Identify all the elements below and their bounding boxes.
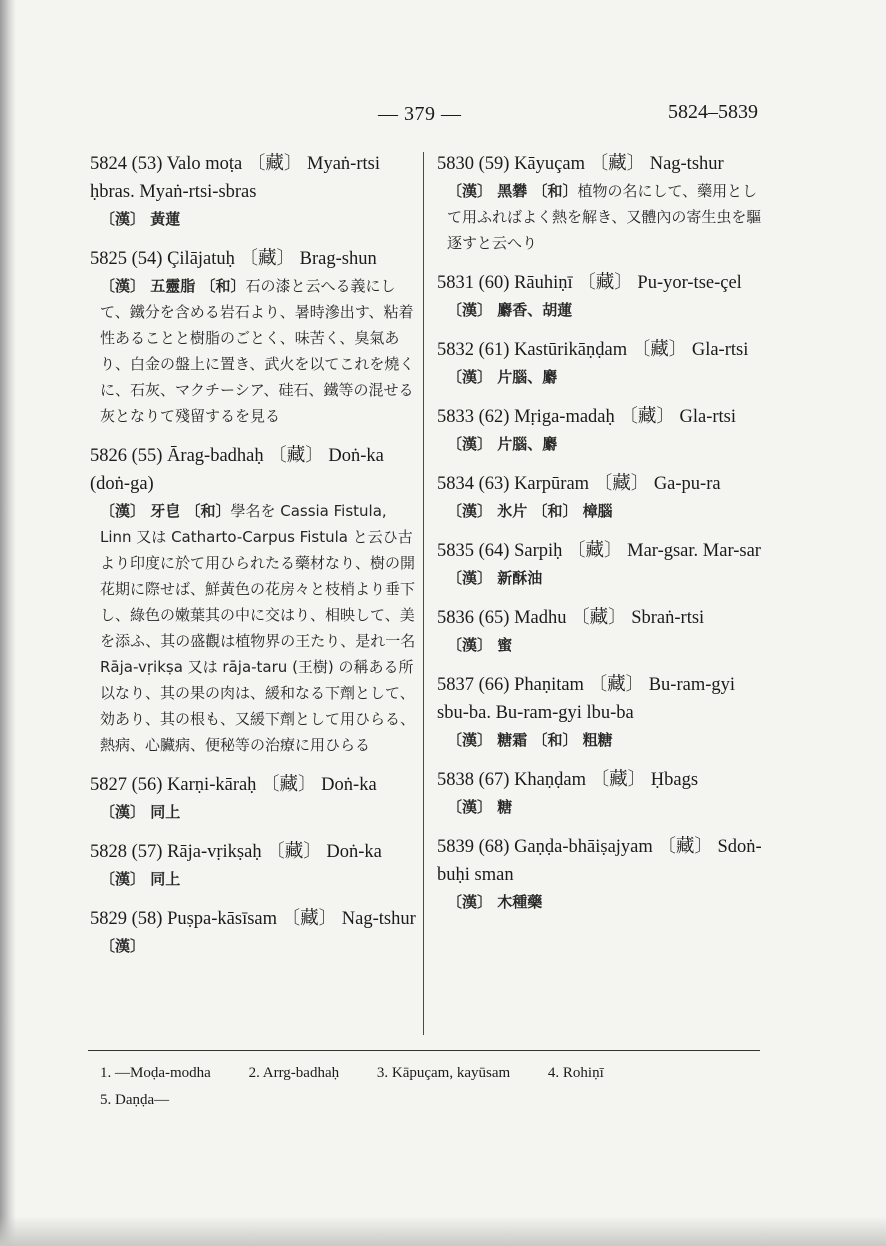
entry-sub: 〔漢〕 氷片 〔和〕 樟腦 bbox=[447, 502, 613, 520]
entry-head: 5836 (65) Madhu 〔藏〕 Sbraṅ-rtsi bbox=[437, 608, 705, 628]
entry-head: 5838 (67) Khaṇḍam 〔藏〕 Ḥbags bbox=[437, 770, 699, 790]
entry-body: 學名を Cassia Fistula, Linn 又は Catharto-Carpus Fistula と云ひ古より印度に於て用ひられたる藥材なり、樹の開花期に際せば、鮮黃色の花房々と枝梢より垂下し、綠色の嫩葉其の中に交はり、相映して、美を添ふ、其の盛觀は植物界の王たり、是れ一名 Rāja-vṛikṣa 又は rāja-taru (王樹) の稱ある所以なり、其の果の肉は、緩和なる下劑として、効あり、其の根も、又緩下劑として用ひらる、熱病、心臟病、便秘等の治療に用ひらる bbox=[100, 502, 416, 754]
entry-head: 5827 (56) Karṇi-kāraḥ 〔藏〕 Doṅ-ka bbox=[90, 775, 377, 795]
entry-sub: 〔漢〕 木種藥 bbox=[447, 893, 543, 911]
entry-5835 bbox=[437, 537, 763, 591]
entry-sub: 〔漢〕 新酥油 bbox=[447, 569, 543, 587]
entry-sub: 〔漢〕 片腦、麝 bbox=[447, 368, 558, 386]
entry-5827 bbox=[90, 771, 420, 825]
entry-head: 5839 (68) Gaṇḍa-bhāiṣajyam 〔藏〕 Sdoṅ-buḥi sman bbox=[437, 837, 762, 885]
entry-head: 5829 (58) Puṣpa-kāsīsam 〔藏〕 Nag-tshur bbox=[90, 909, 416, 929]
entry-5828 bbox=[90, 838, 420, 892]
entry-head: 5833 (62) Mṛiga-madaḥ 〔藏〕 Gla-rtsi bbox=[437, 407, 737, 427]
footnote-2: 2. Arrg-badhaḥ bbox=[248, 1065, 340, 1081]
entry-sub: 〔漢〕 片腦、麝 bbox=[447, 435, 558, 453]
entry-head: 5826 (55) Ārag-badhaḥ 〔藏〕 Doṅ-ka (doṅ-ga) bbox=[90, 446, 384, 494]
left-column bbox=[90, 150, 420, 972]
entry-5838 bbox=[437, 766, 763, 820]
entry-head: 5830 (59) Kāyuçam 〔藏〕 Nag-tshur bbox=[437, 154, 724, 174]
column-divider bbox=[423, 152, 424, 1035]
footnote-rule bbox=[88, 1050, 760, 1051]
footnote-4: 4. Rohiṇī bbox=[547, 1065, 604, 1081]
entry-5826 bbox=[90, 442, 420, 758]
footnote-1: 1. —Moḍa-modha bbox=[100, 1065, 211, 1081]
entry-head: 5824 (53) Valo moṭa 〔藏〕 Myaṅ-rtsi ḥbras. Myaṅ-rtsi-sbras bbox=[90, 154, 380, 202]
entry-head: 5834 (63) Karpūram 〔藏〕 Ga-pu-ra bbox=[437, 474, 721, 494]
entry-5829 bbox=[90, 905, 420, 959]
entry-sub: 〔漢〕 同上 bbox=[100, 803, 181, 821]
entry-sub: 〔漢〕 同上 bbox=[100, 870, 181, 888]
entry-5833 bbox=[437, 403, 763, 457]
entry-head: 5835 (64) Sarpiḥ 〔藏〕 Mar-gsar. Mar-sar bbox=[437, 541, 761, 561]
entry-5834 bbox=[437, 470, 763, 524]
entry-5830 bbox=[437, 150, 763, 256]
footnote-3: 3. Kāpuçam, kayūsam bbox=[376, 1065, 511, 1081]
scan-edge-shadow bbox=[0, 0, 16, 1246]
footnotes bbox=[100, 1060, 760, 1114]
entry-sub: 〔漢〕 糖霜 〔和〕 粗糖 bbox=[447, 731, 613, 749]
entry-sub: 〔漢〕 蜜 bbox=[447, 636, 513, 654]
entry-5832 bbox=[437, 336, 763, 390]
right-column bbox=[437, 150, 763, 928]
entry-sub: 〔漢〕 bbox=[100, 937, 146, 955]
entry-sub: 〔漢〕 黃蓮 bbox=[100, 210, 181, 228]
entry-5824 bbox=[90, 150, 420, 232]
entry-head: 5828 (57) Rāja-vṛikṣaḥ 〔藏〕 Doṅ-ka bbox=[90, 842, 382, 862]
entry-sub: 〔漢〕 牙皀 〔和〕學名を Cassia Fistula, Linn 又は Catharto-Carpus Fistula と云ひ古より印度に於て用ひられたる藥材なり、樹の開花期に際せば、鮮黃色の花房々と枝梢より垂下し、綠色の嫩葉其の中に交はり、相映して、美を添ふ、其の盛觀は植物界の王たり、是れ一名 Rāja-vṛikṣa 又は rāja-taru (王樹) の稱ある所以なり、其の果の肉は、緩和なる下劑として、効あり、其の根も、又緩下劑として用ひらる、熱病、心臟病、便秘等の治療に用ひらる bbox=[100, 502, 416, 754]
entry-body: 植物の名にして、藥用として用ふればよく熱を解き、又體內の寄生虫を驅逐すと云へり bbox=[447, 182, 762, 252]
scan-bottom-shadow bbox=[0, 1216, 886, 1246]
entry-5836 bbox=[437, 604, 763, 658]
entry-body: 石の漆と云へる義にして、鐵分を含める岩石より、暑時滲出す、粘着性あることと樹脂のごとく、味苦く、臭氣あり、白金の盤上に置き、武火を以てこれを燒くに、石灰、マクチーシア、硅石、鐵等の混せる灰となりて殘留するを見る bbox=[100, 277, 415, 425]
entry-range: 5824–5839 bbox=[668, 101, 758, 123]
entry-head: 5825 (54) Çilājatuḥ 〔藏〕 Brag-shun bbox=[90, 249, 377, 269]
entry-5837 bbox=[437, 671, 763, 753]
entry-sub: 〔漢〕 麝香、胡蓮 bbox=[447, 301, 573, 319]
entry-5831 bbox=[437, 269, 763, 323]
entry-5825 bbox=[90, 245, 420, 429]
footnote-5: 5. Daṇḍa— bbox=[100, 1092, 170, 1108]
page-number: — 379 — bbox=[378, 103, 462, 125]
entry-head: 5837 (66) Phaṇitam 〔藏〕 Bu-ram-gyi sbu-ba. Bu-ram-gyi lbu-ba bbox=[437, 675, 736, 723]
entry-sub: 〔漢〕 五靈脂 〔和〕石の漆と云へる義にして、鐵分を含める岩石より、暑時滲出す、粘着性あることと樹脂のごとく、味苦く、臭氣あり、白金の盤上に置き、武火を以てこれを燒くに、石灰、マクチーシア、硅石、鐵等の混せる灰となりて殘留するを見る bbox=[100, 277, 415, 425]
entry-head: 5832 (61) Kastūrikāṇḍam 〔藏〕 Gla-rtsi bbox=[437, 340, 749, 360]
entry-5839 bbox=[437, 833, 763, 915]
entry-sub: 〔漢〕 糖 bbox=[447, 798, 513, 816]
entry-head: 5831 (60) Rāuhiṇī 〔藏〕 Pu-yor-tse-çel bbox=[437, 273, 742, 293]
entry-sub: 〔漢〕 黑礬 〔和〕植物の名にして、藥用として用ふればよく熱を解き、又體內の寄生虫を驅逐すと云へり bbox=[447, 182, 762, 252]
